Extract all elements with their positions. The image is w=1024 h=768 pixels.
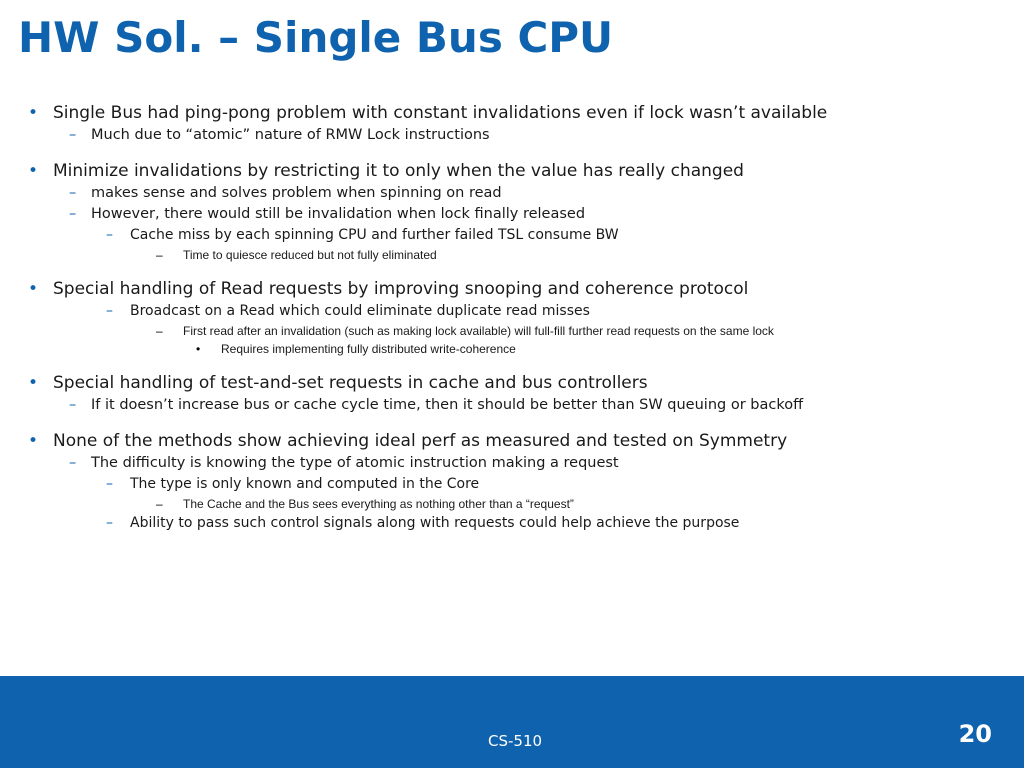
bullet-item [0, 430, 1024, 453]
bullet-text: The difficulty is knowing the type of atomic instruction making a request [91, 455, 619, 471]
bullet-text: Single Bus had ping-pong problem with constant invalidations even if lock wasn’t available [53, 103, 828, 123]
bullet-dash-icon: – [106, 227, 113, 243]
bullet-dash-icon: – [69, 455, 77, 471]
bullet-text: If it doesn’t increase bus or cache cycle time, then it should be better than SW queuing or backoff [91, 397, 804, 413]
bullet-dash-icon: – [106, 515, 113, 531]
page-number: 20 [958, 720, 992, 748]
bullet-text: Much due to “atomic” nature of RMW Lock instructions [91, 127, 490, 143]
bullet-text: First read after an invalidation (such as making lock available) will full-fill further read requests on the same lock [183, 324, 774, 338]
footer-bar [0, 676, 1024, 768]
bullet-dash-icon: – [69, 206, 77, 222]
bullet-item [0, 474, 1024, 495]
bullet-text: Minimize invalidations by restricting it to only when the value has really changed [53, 161, 744, 181]
bullet-text: Requires implementing fully distributed write-coherence [221, 342, 516, 356]
bullet-text: None of the methods show achieving ideal perf as measured and tested on Symmetry [53, 431, 788, 451]
bullet-item [0, 495, 1024, 513]
bullet-item [0, 102, 1024, 125]
bullet-dash-icon: – [156, 248, 163, 262]
spacer [0, 264, 1024, 278]
bullet-text: The Cache and the Bus sees everything as nothing other than a “request” [183, 497, 574, 511]
bullet-dot-icon: • [196, 342, 201, 356]
bullet-item [0, 372, 1024, 395]
bullet-item [0, 322, 1024, 340]
bullet-dash-icon: – [106, 303, 113, 319]
bullet-item [0, 278, 1024, 301]
bullet-item [0, 125, 1024, 146]
bullet-dash-icon: – [69, 185, 77, 201]
bullet-item [0, 453, 1024, 474]
bullet-item [0, 340, 1024, 358]
slide-title: HW Sol. – Single Bus CPU [18, 13, 614, 62]
bullet-text: Special handling of test-and-set requests in cache and bus controllers [53, 373, 648, 393]
bullet-text: makes sense and solves problem when spinning on read [91, 185, 502, 201]
footer-course-label: CS-510 [488, 732, 543, 750]
bullet-item [0, 204, 1024, 225]
bullet-text: Time to quiesce reduced but not fully eliminated [183, 248, 437, 262]
bullet-dot-icon: • [28, 103, 39, 123]
spacer [0, 416, 1024, 430]
spacer [0, 358, 1024, 372]
bullet-item [0, 301, 1024, 322]
bullet-dot-icon: • [28, 373, 39, 393]
bullet-list [0, 102, 1024, 534]
bullet-dot-icon: • [28, 161, 39, 181]
bullet-item [0, 513, 1024, 534]
bullet-text: Cache miss by each spinning CPU and further failed TSL consume BW [130, 227, 619, 243]
bullet-text: Ability to pass such control signals along with requests could help achieve the purpose [130, 515, 740, 531]
bullet-dash-icon: – [156, 497, 163, 511]
bullet-item [0, 246, 1024, 264]
bullet-dash-icon: – [106, 476, 113, 492]
bullet-text: Special handling of Read requests by improving snooping and coherence protocol [53, 279, 749, 299]
bullet-dot-icon: • [28, 431, 39, 451]
bullet-dash-icon: – [69, 397, 77, 413]
spacer [0, 146, 1024, 160]
bullet-item [0, 183, 1024, 204]
bullet-item [0, 395, 1024, 416]
bullet-text: However, there would still be invalidation when lock finally released [91, 206, 586, 222]
bullet-text: The type is only known and computed in the Core [130, 476, 480, 492]
bullet-dash-icon: – [156, 324, 163, 338]
bullet-dash-icon: – [69, 127, 77, 143]
bullet-text: Broadcast on a Read which could eliminate duplicate read misses [130, 303, 590, 319]
bullet-item [0, 160, 1024, 183]
bullet-dot-icon: • [28, 279, 39, 299]
bullet-item [0, 225, 1024, 246]
